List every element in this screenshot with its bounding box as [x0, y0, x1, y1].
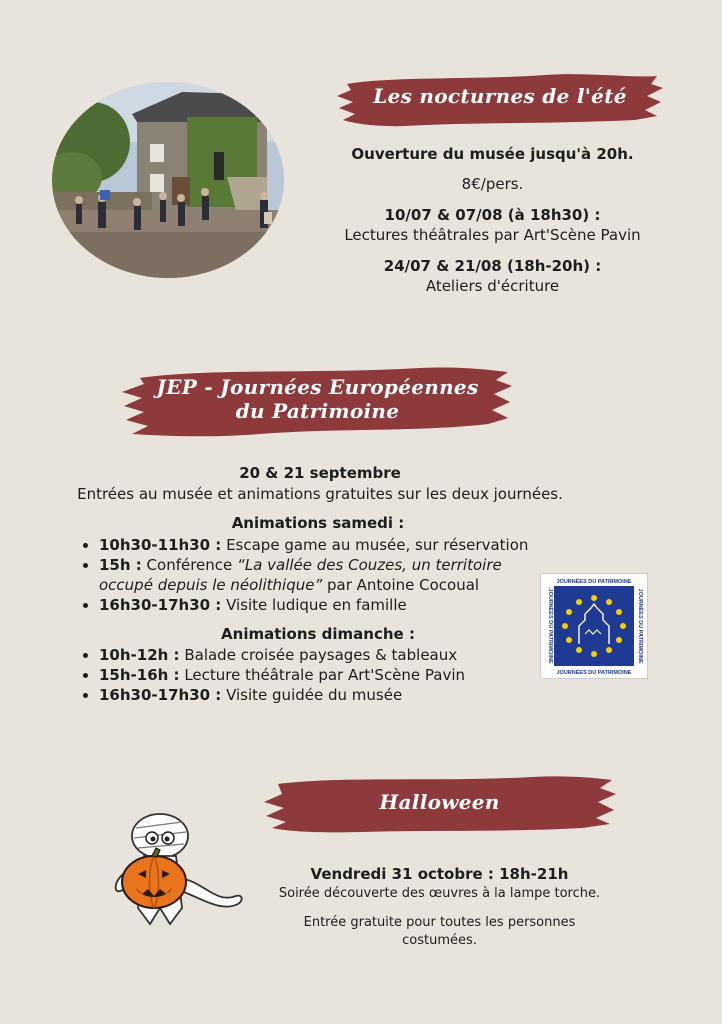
- jep-title-line2: du Patrimoine: [235, 399, 400, 423]
- nocturnes-title-banner: [335, 70, 665, 128]
- nocturnes-title: Les nocturnes de l'été: [373, 84, 627, 108]
- list-item: • 16h30-17h30 : Visite guidée du musée: [99, 685, 559, 705]
- logo-text-right: JOURNÉES DU PATRIMOINE: [637, 588, 643, 664]
- list-item: • 10h-12h : Balade croisée paysages & tableaux: [99, 645, 559, 665]
- sunday-heading: Animations dimanche :: [221, 625, 415, 643]
- event-dates-readings: 10/07 & 07/08 (à 18h30) :: [384, 206, 601, 224]
- list-item: • 15h-16h : Lecture théâtrale par Art'Scène Pavin: [99, 665, 559, 685]
- journees-du-patrimoine-logo: [540, 573, 648, 679]
- jep-title-banner: [120, 362, 515, 444]
- list-item: • 16h30-17h30 : Visite ludique en famille: [99, 595, 559, 615]
- logo-text-left: JOURNÉES DU PATRIMOINE: [547, 588, 553, 664]
- halloween-title: Halloween: [379, 790, 500, 814]
- logo-text-top: JOURNÉES DU PATRIMOINE: [556, 579, 632, 585]
- list-item: • 10h30-11h30 : Escape game au musée, sur réservation: [99, 535, 559, 555]
- saturday-list: [75, 535, 559, 615]
- saturday-heading: Animations samedi :: [231, 514, 405, 532]
- logo-text-bottom: JOURNÉES DU PATRIMOINE: [556, 670, 632, 676]
- halloween-free-line2: costumées.: [402, 933, 477, 948]
- event-dates-workshops: 24/07 & 21/08 (18h-20h) :: [383, 257, 602, 275]
- mummy-pumpkin-illustration: [104, 808, 246, 932]
- opening-hours: Ouverture du musée jusqu'à 20h.: [351, 145, 634, 163]
- jep-dates: 20 & 21 septembre: [239, 464, 401, 482]
- sunday-list: [75, 645, 559, 705]
- halloween-title-banner: [262, 772, 617, 834]
- halloween-desc: Soirée découverte des œuvres à la lampe torche.: [278, 886, 601, 901]
- museum-courtyard-photo: [52, 82, 284, 278]
- list-item: • 15h : Conférence “La vallée des Couzes, un territoire occupé depuis le néolithique” par Antoine Cocoual: [99, 555, 559, 595]
- halloween-date: Vendredi 31 octobre : 18h-21h: [310, 865, 569, 883]
- event-desc-workshops: Ateliers d'écriture: [425, 277, 560, 295]
- halloween-free-line1: Entrée gratuite pour toutes les personnes: [303, 915, 576, 930]
- jep-intro: Entrées au musée et animations gratuites sur les deux journées.: [77, 485, 563, 503]
- event-desc-readings: Lectures théâtrales par Art'Scène Pavin: [344, 226, 641, 244]
- price: 8€/pers.: [461, 175, 524, 193]
- jep-title-line1: JEP - Journées Européennes: [156, 375, 479, 399]
